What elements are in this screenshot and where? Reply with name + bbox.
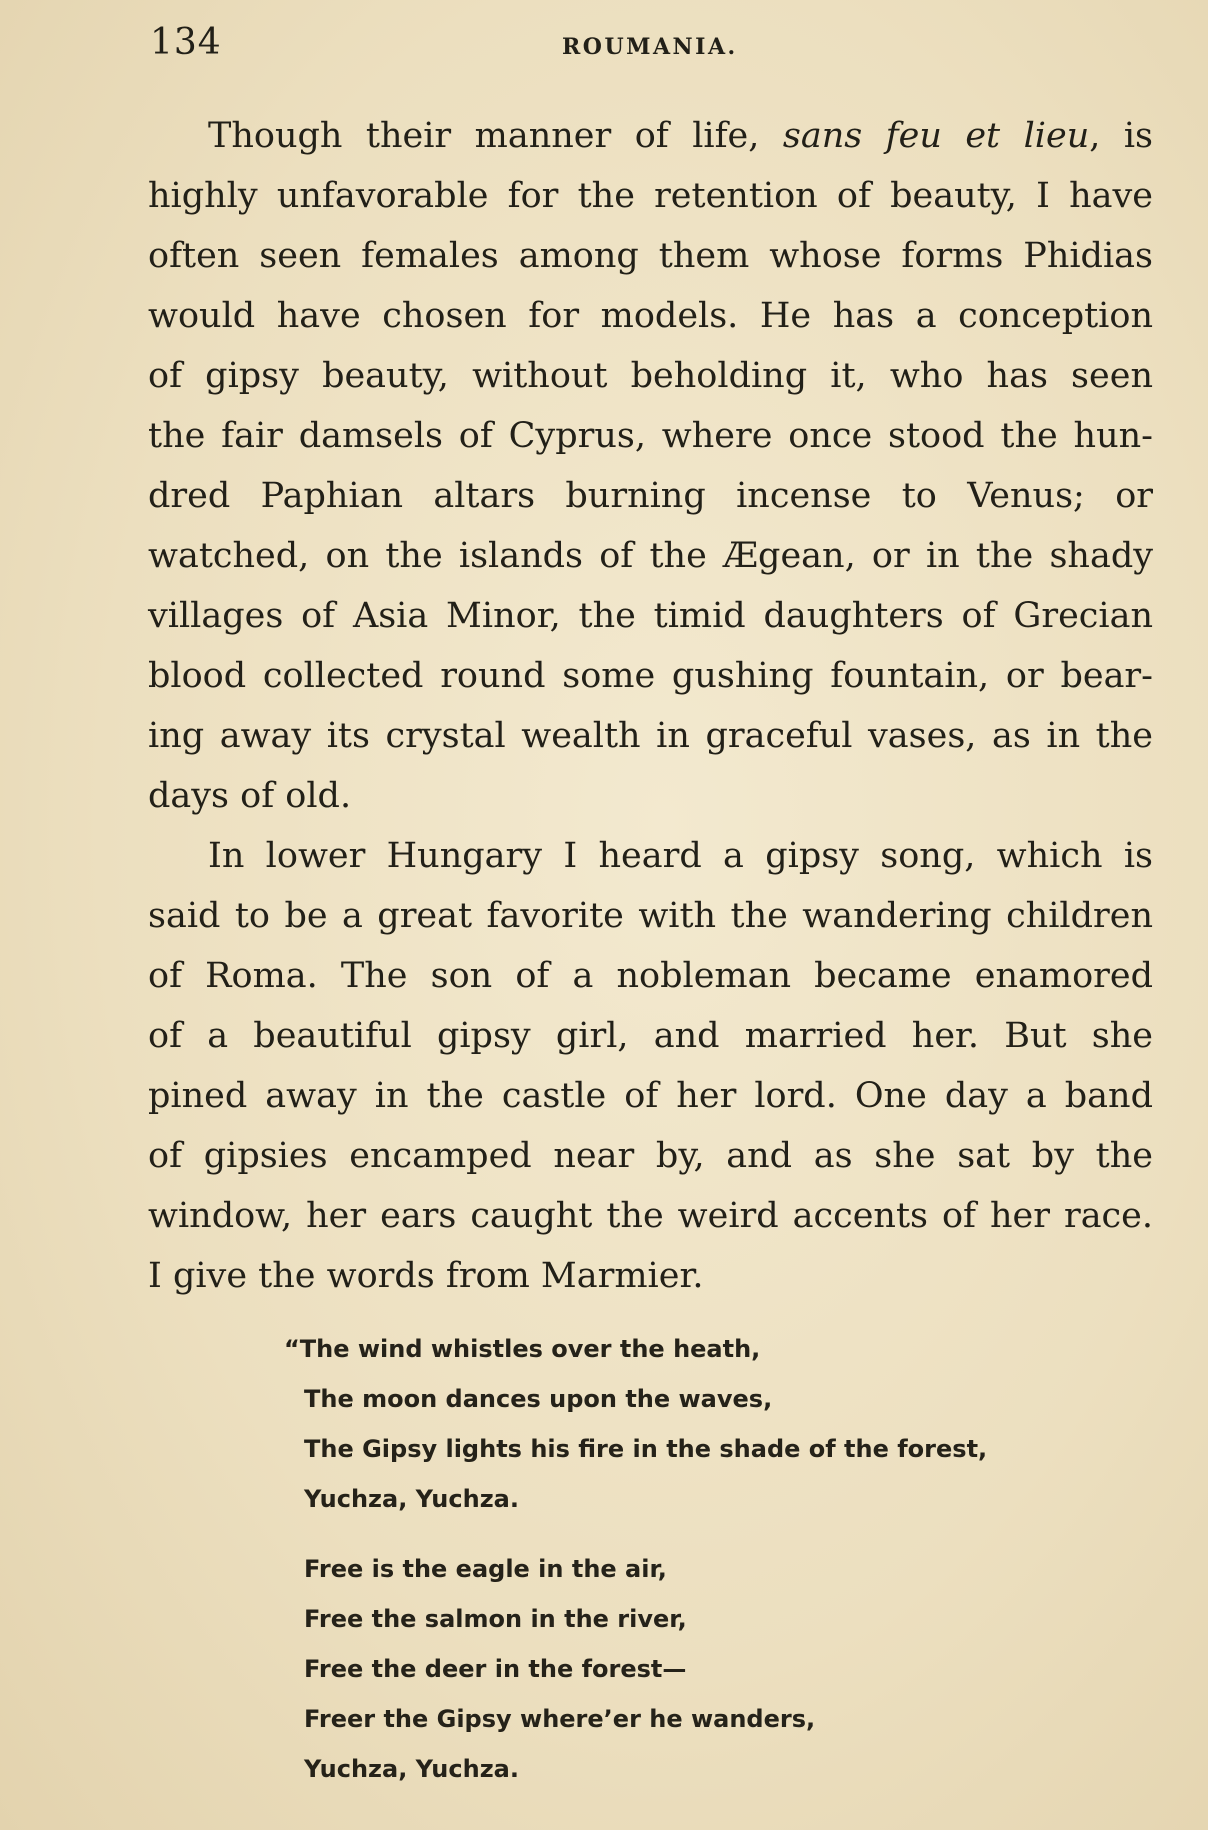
paragraph-1-line: highly unfavorable for the retention of beauty, I have <box>148 176 1153 216</box>
body-text <box>148 106 1153 1306</box>
paragraph-1-line: dred Paphian altars burning incense to Venus; or <box>148 476 1153 516</box>
poem-line: The moon dances upon the waves, <box>304 1385 773 1413</box>
paragraph-1-line: often seen females among them whose forms Phidias <box>148 236 1153 276</box>
paragraph-1-line: villages of Asia Minor, the timid daughters of Grecian <box>148 596 1153 636</box>
paragraph-1-line: ing away its crystal wealth in graceful vases, as in the <box>148 716 1153 756</box>
italic-phrase: sans feu et lieu <box>782 116 1090 156</box>
poem-line: Free the deer in the forest— <box>304 1655 687 1683</box>
gipsy-song-poem <box>284 1324 987 1794</box>
running-head: ROUMANIA. <box>562 34 738 60</box>
paragraph-2-line: of gipsies encamped near by, and as she sat by the <box>148 1136 1153 1176</box>
paragraph-2-line: window, her ears caught the weird accents of her race. <box>148 1196 1153 1236</box>
paragraph-1-line: blood collected round some gushing fountain, or bear- <box>148 656 1153 696</box>
paragraph-1-line: the fair damsels of Cyprus, where once stood the hun- <box>148 416 1153 456</box>
paragraph-1-line: days of old. <box>148 776 352 816</box>
paragraph-2-line: In lower Hungary I heard a gipsy song, which is <box>208 836 1153 876</box>
poem-line: Yuchza, Yuchza. <box>304 1485 519 1513</box>
poem-line: “The wind whistles over the heath, <box>284 1335 761 1363</box>
paragraph-2-line: of Roma. The son of a nobleman became enamored <box>148 956 1153 996</box>
paragraph-2-line: said to be a great favorite with the wandering children <box>148 896 1153 936</box>
stanza-break <box>284 1524 987 1544</box>
poem-line: Free the salmon in the river, <box>304 1605 687 1633</box>
poem-line: Freer the Gipsy where’er he wanders, <box>304 1705 816 1733</box>
poem-line: Yuchza, Yuchza. <box>304 1755 519 1783</box>
poem-line: Free is the eagle in the air, <box>304 1555 667 1583</box>
paragraph-2-line: of a beautiful gipsy girl, and married her. But she <box>148 1016 1153 1056</box>
paragraph-1-line-1: Though their manner of life, sans feu et lieu, is <box>208 116 1154 156</box>
page-header <box>150 22 1150 72</box>
paragraph-2-line: I give the words from Marmier. <box>148 1256 704 1296</box>
paragraph-1-line: watched, on the islands of the Ægean, or in the shady <box>148 536 1153 576</box>
paragraph-1-line: of gipsy beauty, without beholding it, who has seen <box>148 356 1153 396</box>
page-number: 134 <box>150 22 222 63</box>
paragraph-2-line: pined away in the castle of her lord. One day a band <box>148 1076 1153 1116</box>
poem-line: The Gipsy lights his fire in the shade of the forest, <box>304 1435 988 1463</box>
paragraph-1-line: would have chosen for models. He has a conception <box>148 296 1153 336</box>
